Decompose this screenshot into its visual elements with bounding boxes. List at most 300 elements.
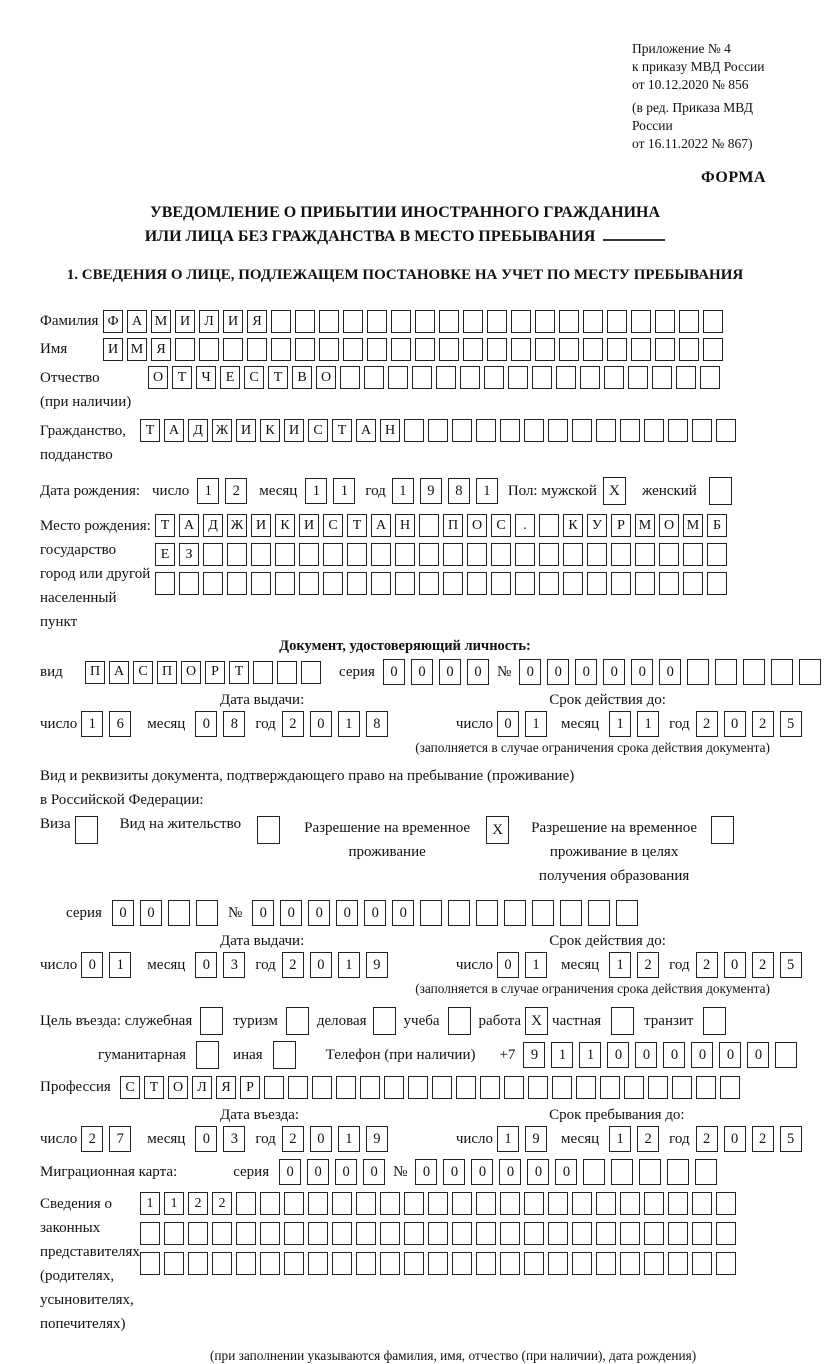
char-box-cell <box>275 543 295 566</box>
char-box-cell: М <box>635 514 655 537</box>
char-box-cell <box>264 1076 284 1099</box>
char-box-cell: 0 <box>691 1042 713 1068</box>
char-box-cell: И <box>299 514 319 537</box>
char-box-cell <box>692 419 712 442</box>
char-box-cell: 0 <box>467 659 489 685</box>
char-box-cell: Я <box>247 310 267 333</box>
char-box-cell <box>624 1076 644 1099</box>
temp-permit-edu-label-line: Разрешение на временное <box>531 820 698 836</box>
char-box-cell: 0 <box>659 659 681 685</box>
char-box-cell <box>340 366 360 389</box>
char-box-cell <box>576 1076 596 1099</box>
char-box-cell: 0 <box>547 659 569 685</box>
char-box-cell <box>743 659 765 685</box>
char-box-cell: 2 <box>696 711 718 737</box>
char-box-cell <box>692 1252 712 1275</box>
char-box-cell: 2 <box>225 478 247 504</box>
char-box-cell: 2 <box>752 1126 774 1152</box>
char-box-cell: И <box>103 338 123 361</box>
phone-prefix: +7 <box>499 1046 516 1063</box>
char-box-cell <box>284 1192 304 1215</box>
char-box-cell <box>611 543 631 566</box>
char-box-cell <box>452 1192 472 1215</box>
char-box-cell <box>668 419 688 442</box>
char-box-cell: 0 <box>631 659 653 685</box>
doc-kind-row <box>40 659 770 685</box>
char-box-cell: О <box>148 366 168 389</box>
char-box-cell <box>716 1222 736 1245</box>
char-box-cell <box>463 338 483 361</box>
birthplace-row <box>40 514 770 634</box>
char-box-cell <box>639 1159 661 1185</box>
char-box-cell <box>524 1222 544 1245</box>
char-box-cell <box>500 1252 520 1275</box>
char-box-cell: 2 <box>81 1126 103 1152</box>
char-box-cell <box>404 1192 424 1215</box>
representatives-boxes-row3 <box>140 1252 740 1275</box>
patronymic-label <box>40 366 148 414</box>
char-box-cell: 0 <box>252 900 274 926</box>
checkbox-cell <box>273 1041 296 1069</box>
char-box-cell <box>659 572 679 595</box>
char-box-cell <box>515 543 535 566</box>
char-box-cell: . <box>515 514 535 537</box>
char-box-cell <box>628 366 648 389</box>
char-box-cell <box>563 572 583 595</box>
checkbox-cell <box>200 1007 223 1035</box>
char-box-cell <box>452 419 472 442</box>
doc-series-boxes <box>383 659 495 685</box>
char-box-cell <box>253 661 273 684</box>
char-box-cell: 9 <box>523 1042 545 1068</box>
representatives-label-line: представителях <box>40 1244 140 1260</box>
char-box-cell <box>380 1192 400 1215</box>
business-label: деловая <box>316 1012 367 1029</box>
citizenship-label-line: подданство <box>40 447 113 463</box>
representatives-label-line: попечителях) <box>40 1316 126 1332</box>
char-box-cell: С <box>244 366 264 389</box>
char-box-cell <box>683 572 703 595</box>
sex-male-label: Пол: мужской <box>507 482 597 499</box>
char-box-cell <box>799 659 821 685</box>
year-label: год <box>255 956 276 973</box>
char-box-cell <box>620 419 640 442</box>
permit-dates-row <box>40 952 795 978</box>
char-box-cell: К <box>260 419 280 442</box>
char-box-cell <box>188 1252 208 1275</box>
month-label: месяц <box>561 715 600 732</box>
char-box-cell <box>707 543 727 566</box>
birth-day-boxes <box>197 478 253 504</box>
char-box-cell <box>155 572 175 595</box>
char-box-cell <box>511 338 531 361</box>
temp-permit-edu-label <box>525 816 703 888</box>
char-box-cell <box>508 366 528 389</box>
char-box-cell <box>659 543 679 566</box>
temp-permit-edu-checkbox <box>711 816 734 844</box>
stay-until-header: Срок пребывания до: <box>549 1107 685 1123</box>
char-box-cell <box>695 1159 717 1185</box>
stay-month <box>609 1126 665 1152</box>
citizenship-row <box>40 419 770 467</box>
char-box-cell <box>707 572 727 595</box>
char-box-cell <box>260 1222 280 1245</box>
visa-label: Виза <box>40 816 71 832</box>
year-label: год <box>255 1130 276 1147</box>
char-box-cell <box>563 543 583 566</box>
char-box-cell: 0 <box>499 1159 521 1185</box>
char-box-cell: 0 <box>724 711 746 737</box>
char-box-cell <box>404 1222 424 1245</box>
char-box-cell <box>367 338 387 361</box>
appendix-line: (в ред. Приказа МВД России <box>632 100 753 133</box>
surname-label: Фамилия <box>40 313 99 329</box>
purpose-private-checkbox <box>611 1007 634 1035</box>
permit-valid-header: Срок действия до: <box>549 933 666 949</box>
char-box-cell: 0 <box>279 1159 301 1185</box>
char-box-cell <box>212 1222 232 1245</box>
permit-valid-day <box>497 952 553 978</box>
char-box-cell: 1 <box>338 711 360 737</box>
char-box-cell <box>356 1252 376 1275</box>
doc-issue-header: Дата выдачи: <box>220 692 305 708</box>
char-box-cell: Ж <box>227 514 247 537</box>
char-box-cell: И <box>284 419 304 442</box>
permit-valid-month <box>609 952 665 978</box>
char-box-cell: 0 <box>497 711 519 737</box>
char-box-cell <box>223 338 243 361</box>
char-box-cell <box>371 543 391 566</box>
char-box-cell <box>600 1076 620 1099</box>
char-box-cell <box>559 310 579 333</box>
year-label: год <box>365 482 386 499</box>
char-box-cell: 1 <box>579 1042 601 1068</box>
char-box-cell <box>524 419 544 442</box>
char-box-cell <box>140 1222 160 1245</box>
char-box-cell <box>175 338 195 361</box>
char-box-cell: Р <box>611 514 631 537</box>
char-box-cell: 1 <box>392 478 414 504</box>
residence-permit-label: Вид на жительство <box>119 816 242 832</box>
char-box-cell: 0 <box>280 900 302 926</box>
char-box-cell: О <box>659 514 679 537</box>
day-label: число <box>40 1130 78 1147</box>
char-box-cell <box>271 310 291 333</box>
mc-number-sign: № <box>393 1163 408 1180</box>
checkbox-cell <box>709 477 732 505</box>
char-box-cell: А <box>179 514 199 537</box>
char-box-cell: 2 <box>752 952 774 978</box>
representatives-note: (при заполнении указываются фамилия, имя, отчество (при наличии), дата рождения) <box>210 1348 697 1363</box>
char-box-cell <box>284 1222 304 1245</box>
patronymic-label-line: Отчество <box>40 370 100 386</box>
doc-restriction-note: (заполняется в случае ограничения срока действия документа) <box>415 740 770 755</box>
permit-dates-header <box>40 933 770 950</box>
char-box-cell: 1 <box>497 1126 519 1152</box>
char-box-cell: Е <box>155 543 175 566</box>
appendix-line: от 16.11.2022 № 867) <box>632 136 753 151</box>
char-box-cell: 8 <box>223 711 245 737</box>
char-box-cell <box>467 572 487 595</box>
representatives-boxes-row2 <box>140 1222 740 1245</box>
char-box-cell: Б <box>707 514 727 537</box>
char-box-cell: 0 <box>363 1159 385 1185</box>
char-box-cell <box>380 1252 400 1275</box>
char-box-cell: 0 <box>471 1159 493 1185</box>
checkbox-cell <box>75 816 98 844</box>
char-box-cell <box>364 366 384 389</box>
day-label: число <box>455 1130 494 1147</box>
char-box-cell <box>771 659 793 685</box>
char-box-cell <box>668 1252 688 1275</box>
doc-kind-label: вид <box>40 663 63 680</box>
char-box-cell <box>616 900 638 926</box>
char-box-cell: 6 <box>109 711 131 737</box>
char-box-cell <box>323 543 343 566</box>
char-box-cell <box>343 310 363 333</box>
char-box-cell <box>188 1222 208 1245</box>
char-box-cell: Я <box>216 1076 236 1099</box>
char-box-cell <box>428 1222 448 1245</box>
char-box-cell <box>463 310 483 333</box>
char-box-cell: 0 <box>719 1042 741 1068</box>
char-box-cell <box>668 1192 688 1215</box>
char-box-cell <box>560 900 582 926</box>
year-label: год <box>669 715 690 732</box>
char-box-cell <box>644 1252 664 1275</box>
representatives-label-line: законных <box>40 1220 101 1236</box>
char-box-cell <box>428 419 448 442</box>
name-boxes <box>103 338 727 361</box>
char-box-cell <box>631 338 651 361</box>
representatives-label-line: Сведения о <box>40 1196 112 1212</box>
purpose-row2 <box>40 1041 770 1069</box>
id-doc-header: Документ, удостоверяющий личность: <box>279 638 531 654</box>
char-box-cell: Я <box>151 338 171 361</box>
month-label: месяц <box>147 1130 186 1147</box>
char-box-cell <box>332 1252 352 1275</box>
char-box-cell <box>308 1222 328 1245</box>
doc-valid-header: Срок действия до: <box>549 692 666 708</box>
sex-female-checkbox <box>709 477 732 505</box>
phone-boxes <box>523 1042 803 1068</box>
other-label: иная <box>233 1046 263 1063</box>
char-box-cell: И <box>236 419 256 442</box>
char-box-cell <box>319 338 339 361</box>
entry-dates-row <box>40 1126 795 1152</box>
char-box-cell: Т <box>144 1076 164 1099</box>
char-box-cell <box>500 1222 520 1245</box>
char-box-cell <box>539 543 559 566</box>
char-box-cell <box>419 543 439 566</box>
char-box-cell <box>552 1076 572 1099</box>
char-box-cell <box>439 310 459 333</box>
doc-issue-year <box>282 711 394 737</box>
char-box-cell <box>312 1076 332 1099</box>
char-box-cell <box>336 1076 356 1099</box>
char-box-cell <box>271 338 291 361</box>
citizenship-label <box>40 419 140 467</box>
day-label: число <box>455 715 494 732</box>
char-box-cell: 1 <box>525 711 547 737</box>
char-box-cell <box>164 1252 184 1275</box>
sex-female-label: женский <box>641 482 697 499</box>
char-box-cell <box>644 419 664 442</box>
section1-heading: 1. СВЕДЕНИЯ О ЛИЦЕ, ПОДЛЕЖАЩЕМ ПОСТАНОВКЕ НА УЧЕТ ПО МЕСТУ ПРЕБЫВАНИЯ <box>66 267 744 283</box>
char-box-cell: Т <box>229 661 249 684</box>
char-box-cell: Т <box>155 514 175 537</box>
doc-kind-boxes <box>85 661 325 684</box>
entry-date-header: Дата въезда: <box>220 1107 300 1123</box>
char-box-cell: 9 <box>420 478 442 504</box>
checkbox-cell: X <box>603 477 626 505</box>
char-box-cell <box>404 1252 424 1275</box>
char-box-cell: 0 <box>195 952 217 978</box>
char-box-cell <box>391 310 411 333</box>
permit-issue-month <box>195 952 251 978</box>
char-box-cell: 1 <box>609 952 631 978</box>
char-box-cell: 0 <box>603 659 625 685</box>
char-box-cell: 0 <box>81 952 103 978</box>
char-box-cell: 0 <box>195 711 217 737</box>
citizenship-label-line: Гражданство, <box>40 423 127 439</box>
char-box-cell: Е <box>220 366 240 389</box>
char-box-cell <box>548 1222 568 1245</box>
checkbox-cell <box>611 1007 634 1035</box>
name-label: Имя <box>40 341 68 357</box>
char-box-cell: 0 <box>310 711 332 737</box>
char-box-cell <box>504 1076 524 1099</box>
char-box-cell: 0 <box>663 1042 685 1068</box>
migration-card-label: Миграционная карта: <box>40 1163 178 1180</box>
title-blank-line <box>603 239 665 241</box>
char-box-cell: 0 <box>443 1159 465 1185</box>
profession-boxes <box>120 1076 744 1099</box>
char-box-cell: Н <box>395 514 415 537</box>
char-box-cell <box>299 543 319 566</box>
char-box-cell <box>775 1042 797 1068</box>
char-box-cell <box>611 572 631 595</box>
name-row <box>40 338 770 361</box>
char-box-cell <box>572 419 592 442</box>
permit-issue-year <box>282 952 394 978</box>
visa-checkbox <box>75 816 98 844</box>
char-box-cell: 7 <box>109 1126 131 1152</box>
char-box-cell <box>511 310 531 333</box>
char-box-cell <box>476 900 498 926</box>
char-box-cell <box>596 1222 616 1245</box>
month-label: месяц <box>147 956 186 973</box>
char-box-cell: 0 <box>392 900 414 926</box>
char-box-cell <box>360 1076 380 1099</box>
char-box-cell: 3 <box>223 1126 245 1152</box>
char-box-cell <box>199 338 219 361</box>
stay-day <box>497 1126 553 1152</box>
char-box-cell <box>559 338 579 361</box>
char-box-cell: П <box>443 514 463 537</box>
purpose-row <box>40 1007 770 1035</box>
checkbox-cell: X <box>486 816 509 844</box>
char-box-cell <box>140 1252 160 1275</box>
char-box-cell <box>332 1222 352 1245</box>
char-box-cell: С <box>491 514 511 537</box>
char-box-cell: 2 <box>212 1192 232 1215</box>
char-box-cell: 1 <box>637 711 659 737</box>
char-box-cell <box>720 1076 740 1099</box>
purpose-business-checkbox <box>373 1007 396 1035</box>
char-box-cell <box>308 1252 328 1275</box>
birthplace-boxes-row1 <box>155 514 731 537</box>
char-box-cell <box>347 572 367 595</box>
char-box-cell: 0 <box>724 952 746 978</box>
char-box-cell <box>716 1192 736 1215</box>
char-box-cell <box>380 1222 400 1245</box>
char-box-cell <box>484 366 504 389</box>
char-box-cell <box>487 338 507 361</box>
char-box-cell <box>532 900 554 926</box>
day-label: число <box>152 482 190 499</box>
char-box-cell <box>367 310 387 333</box>
profession-label: Профессия <box>40 1079 111 1095</box>
char-box-cell: 0 <box>383 659 405 685</box>
char-box-cell: 1 <box>551 1042 573 1068</box>
appendix-block <box>632 40 770 153</box>
char-box-cell <box>588 900 610 926</box>
char-box-cell: 0 <box>140 900 162 926</box>
doc-dates-header <box>40 692 770 709</box>
char-box-cell: С <box>323 514 343 537</box>
birthplace-label <box>40 514 155 634</box>
temp-permit-edu-label-line: проживание в целях <box>549 844 679 860</box>
char-box-cell <box>251 572 271 595</box>
day-label: число <box>40 715 78 732</box>
char-box-cell: 0 <box>307 1159 329 1185</box>
year-label: год <box>255 715 276 732</box>
char-box-cell <box>652 366 672 389</box>
permit-paragraph-line1: Вид и реквизиты документа, подтверждающего право на пребывание (проживание) <box>40 768 575 784</box>
char-box-cell: 2 <box>752 711 774 737</box>
birth-year-boxes <box>392 478 504 504</box>
char-box-cell: 1 <box>109 952 131 978</box>
day-label: число <box>455 956 494 973</box>
char-box-cell <box>456 1076 476 1099</box>
char-box-cell <box>415 338 435 361</box>
char-box-cell: 0 <box>310 952 332 978</box>
char-box-cell: 0 <box>195 1126 217 1152</box>
char-box-cell <box>212 1252 232 1275</box>
char-box-cell <box>487 310 507 333</box>
char-box-cell: 1 <box>476 478 498 504</box>
temp-permit-label-line: проживание <box>348 844 426 860</box>
char-box-cell <box>535 310 555 333</box>
char-box-cell <box>583 1159 605 1185</box>
birthplace-boxes-row2 <box>155 543 731 566</box>
char-box-cell: 8 <box>366 711 388 737</box>
char-box-cell <box>436 366 456 389</box>
char-box-cell <box>319 310 339 333</box>
checkbox-cell <box>448 1007 471 1035</box>
char-box-cell: М <box>683 514 703 537</box>
form-title <box>40 201 770 249</box>
char-box-cell <box>301 661 321 684</box>
char-box-cell: 1 <box>609 711 631 737</box>
checkbox-cell <box>373 1007 396 1035</box>
appendix-line: к приказу МВД России <box>632 59 765 74</box>
char-box-cell <box>596 1192 616 1215</box>
temp-permit-checkbox <box>486 816 509 844</box>
char-box-cell <box>295 338 315 361</box>
char-box-cell <box>308 1192 328 1215</box>
